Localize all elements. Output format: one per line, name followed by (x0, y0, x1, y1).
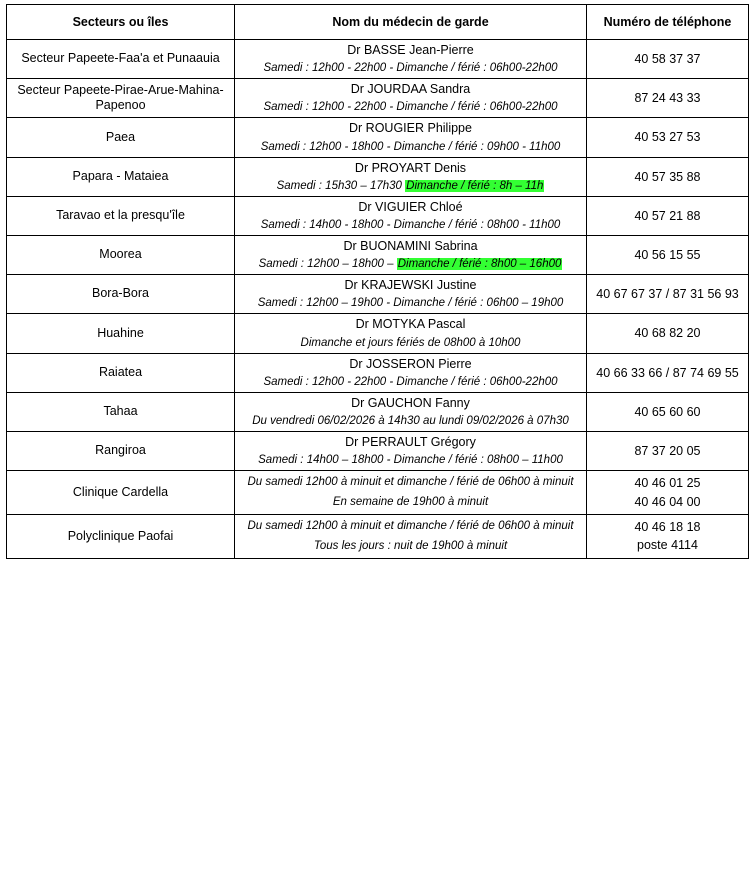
phone-number: 40 66 33 66 / 87 74 69 55 (596, 365, 739, 380)
cell-doctor (235, 314, 587, 353)
cell-phone (587, 392, 749, 431)
cell-doctor (235, 235, 587, 274)
doctor-hours (239, 475, 582, 490)
cell-phone (587, 275, 749, 314)
table-row (7, 353, 749, 392)
doctor-name: Dr BASSE Jean-Pierre (347, 43, 474, 57)
doctor-hours-secondary: En semaine de 19h00 à minuit (332, 496, 489, 508)
cell-sector: Raiatea (7, 353, 235, 392)
hours-text: Du vendredi 06/02/2026 à 14h30 au lundi 09/02/2026 à 07h30 (252, 414, 569, 427)
phone-number: 40 57 35 88 (634, 169, 701, 184)
phone-number: 40 53 27 53 (634, 130, 701, 145)
doctor-name: Dr VIGUIER Chloé (358, 199, 463, 214)
phone-number: 87 24 43 33 (634, 91, 701, 106)
cell-phone (587, 196, 749, 235)
hours-text: Dimanche et jours fériés de 08h00 à 10h00 (300, 336, 521, 349)
cell-sector: Rangiroa (7, 431, 235, 470)
phone-number: 40 58 37 37 (634, 52, 701, 67)
table-row (7, 431, 749, 470)
cell-phone (587, 514, 749, 558)
table-row (7, 79, 749, 118)
cell-doctor (235, 196, 587, 235)
table-row (7, 235, 749, 274)
cell-doctor (235, 79, 587, 118)
doctor-name: Dr BUONAMINI Sabrina (343, 238, 478, 253)
cell-phone (587, 471, 749, 515)
cell-doctor (235, 471, 587, 515)
table-header-row (7, 5, 749, 40)
hours-text: Samedi : 15h30 – 17h30 (276, 179, 406, 192)
doctor-hours (239, 100, 582, 115)
cell-phone (587, 431, 749, 470)
phone-number: 40 46 18 18 (634, 520, 701, 535)
table-row (7, 275, 749, 314)
cell-doctor (235, 353, 587, 392)
hours-text: Samedi : 12h00 - 18h00 - Dimanche / férié : 09h00 - 11h00 (260, 140, 561, 153)
doctor-name: Dr JOURDAA Sandra (350, 82, 471, 97)
cell-phone (587, 353, 749, 392)
cell-phone (587, 235, 749, 274)
phone-number: 40 65 60 60 (634, 404, 701, 419)
table-row (7, 392, 749, 431)
table-row (7, 40, 749, 79)
cell-doctor (235, 514, 587, 558)
table-row (7, 118, 749, 157)
hours-highlight: Dimanche / férié : 8h – 11h (406, 179, 544, 192)
hours-highlight: Dimanche / férié : 8h00 – 16h00 (397, 258, 562, 271)
doctor-hours (239, 336, 582, 351)
column-header-sector: Secteurs ou îles (7, 5, 235, 40)
hours-text: Samedi : 12h00 - 22h00 - Dimanche / férié : 06h00-22h00 (263, 375, 558, 388)
hours-text: Samedi : 12h00 - 22h00 - Dimanche / férié : 06h00-22h00 (263, 62, 558, 75)
cell-doctor (235, 40, 587, 79)
cell-sector: Papara - Mataiea (7, 157, 235, 196)
table-row (7, 471, 749, 515)
doctor-name: Dr MOTYKA Pascal (355, 317, 466, 332)
table-row (7, 314, 749, 353)
doctor-hours (239, 453, 582, 468)
cell-sector: Bora-Bora (7, 275, 235, 314)
doctor-hours (239, 296, 582, 311)
hours-text: Samedi : 12h00 – 19h00 - Dimanche / férié : 06h00 – 19h00 (257, 297, 564, 310)
cell-phone (587, 118, 749, 157)
cell-sector: Huahine (7, 314, 235, 353)
hours-text: Du samedi 12h00 à minuit et dimanche / férié de 06h00 à minuit (247, 476, 574, 489)
cell-sector: Taravao et la presqu'île (7, 196, 235, 235)
doctor-hours (239, 257, 582, 272)
phone-number: 40 57 21 88 (634, 208, 701, 223)
cell-doctor (235, 157, 587, 196)
doctor-hours (239, 519, 582, 534)
cell-doctor (235, 431, 587, 470)
table-row (7, 157, 749, 196)
column-header-doctor: Nom du médecin de garde (235, 5, 587, 40)
doctor-hours (239, 218, 582, 233)
cell-phone (587, 40, 749, 79)
doctor-name: Dr PERRAULT Grégory (345, 434, 476, 449)
hours-text: Samedi : 12h00 – 18h00 – (258, 258, 397, 271)
phone-number: 40 67 67 37 / 87 31 56 93 (596, 287, 739, 302)
doctor-hours (239, 375, 582, 390)
cell-phone (587, 79, 749, 118)
phone-number: 40 68 82 20 (634, 326, 701, 341)
hours-text: Du samedi 12h00 à minuit et dimanche / férié de 06h00 à minuit (247, 519, 574, 532)
table-body (7, 40, 749, 559)
table-row (7, 514, 749, 558)
hours-text: Samedi : 12h00 - 22h00 - Dimanche / férié : 06h00-22h00 (263, 101, 558, 114)
doctor-hours (239, 61, 582, 76)
on-call-doctors-table (6, 4, 749, 559)
hours-text: Samedi : 14h00 – 18h00 - Dimanche / férié : 08h00 – 11h00 (258, 454, 563, 467)
doctor-hours-secondary: Tous les jours : nuit de 19h00 à minuit (313, 539, 508, 552)
cell-doctor (235, 392, 587, 431)
cell-sector: Clinique Cardella (7, 471, 235, 515)
doctor-name: Dr PROYART Denis (354, 160, 467, 175)
doctor-hours (239, 140, 582, 155)
doctor-name: Dr ROUGIER Philippe (349, 121, 472, 136)
doctor-name: Dr JOSSERON Pierre (349, 356, 472, 371)
cell-phone (587, 157, 749, 196)
cell-phone (587, 314, 749, 353)
cell-doctor (235, 275, 587, 314)
phone-number: 40 46 01 25 (634, 476, 701, 491)
cell-doctor (235, 118, 587, 157)
cell-sector: Tahaa (7, 392, 235, 431)
column-header-phone: Numéro de téléphone (587, 5, 749, 40)
hours-text: Samedi : 14h00 - 18h00 - Dimanche / férié : 08h00 - 11h00 (260, 219, 561, 231)
cell-sector: Secteur Papeete-Faa'a et Punaauia (7, 40, 235, 79)
doctor-hours (239, 179, 582, 194)
doctor-name: Dr KRAJEWSKI Justine (344, 278, 477, 293)
phone-number: 40 56 15 55 (634, 247, 701, 262)
table-row (7, 196, 749, 235)
phone-number: 40 46 04 00 (634, 494, 701, 509)
phone-number: 87 37 20 05 (634, 443, 701, 458)
doctor-name: Dr GAUCHON Fanny (351, 395, 470, 410)
cell-sector: Moorea (7, 235, 235, 274)
phone-number: poste 4114 (637, 538, 698, 553)
cell-sector: Paea (7, 118, 235, 157)
doctor-hours (239, 414, 582, 429)
cell-sector: Polyclinique Paofai (7, 514, 235, 558)
cell-sector: Secteur Papeete-Pirae-Arue-Mahina-Papenoo (7, 79, 235, 118)
